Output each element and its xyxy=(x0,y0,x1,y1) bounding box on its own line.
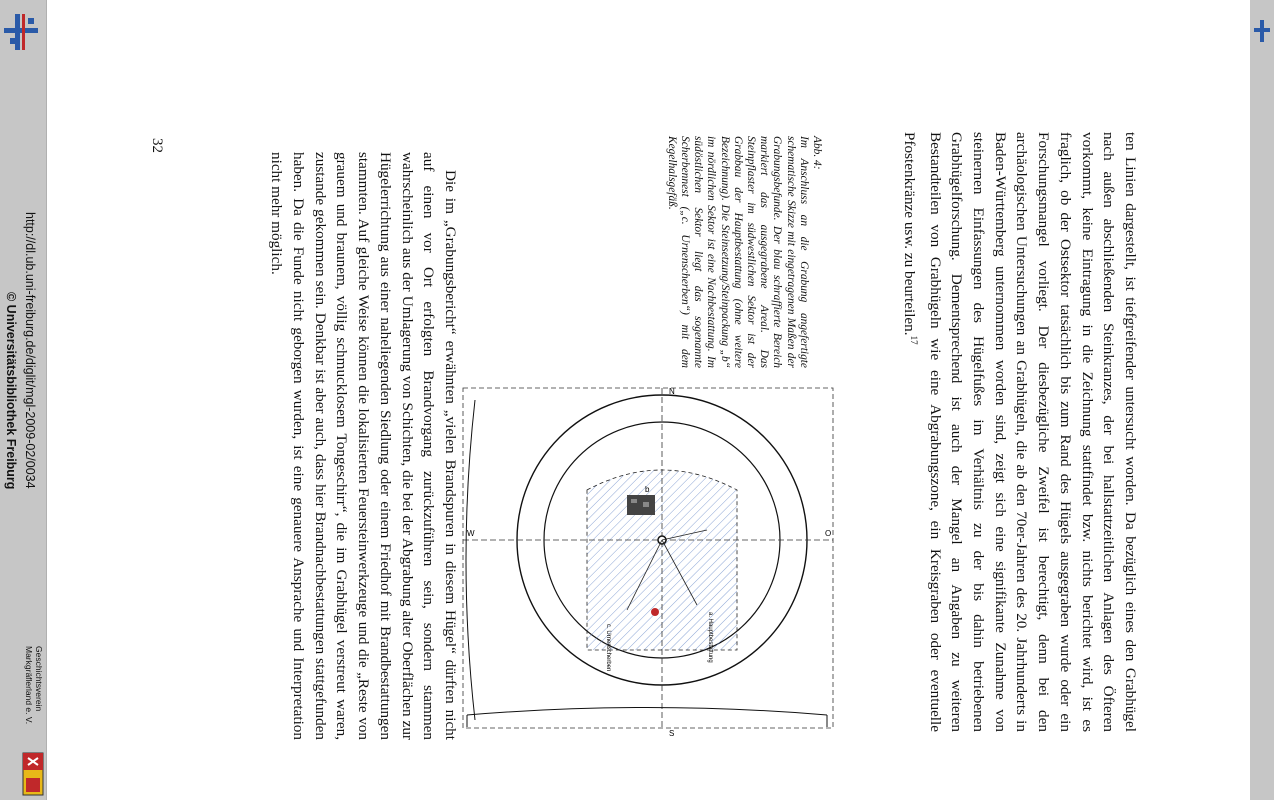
caption-title: Abb. 4: xyxy=(811,136,823,170)
paragraph-1-text: ten Linien dargestellt, ist tiefgreifender untersucht worden. Da bezüglich eines den Grabhügel nach außen abschließenden Steinkranzes, der bei hallstattzeitlichen Anlagen des Öfteren vorkommt, keine Eintragung in die Zeichnung stattfindet bzw. nichts berichtet wird, ist es fraglich, ob der Ostsektor tatsächlich bis zum Rand des Hügels ausgegraben wurde oder ein Forschungsmangel vorliegt. Der diesbezügliche Zweifel ist berechtigt, denn bei den archäologischen Untersuchungen an Grabhügeln, die ab den 70er-Jahren des 20. Jahrhunderts in Baden-Württemberg unternommen worden sind, zeigt sich eine signifikante Zunahme von steinernen Einfassungen des Hügelfußes im Verhältnis zu der bis dahin betriebenen Grabhügelforschung. Dementsprechend ist auch der Mangel an Angaben zu weiteren Bestandteilen von Grabhügeln wie eine Abgrabungszone, ein Kreisgraben oder eventuelle Pfostenkränze usw. zu beurteilen. xyxy=(900,132,1139,732)
university-logo-icon xyxy=(2,12,40,52)
body-paragraph-2 xyxy=(225,152,461,740)
document-page xyxy=(47,0,1250,800)
caption-text: Im Anschluss an die Grabung angefertigte schematische Skizze mit eingetragenen Maßen der Grabungsbefunde. Der blau schraffierte Bereich markiert das ausgegrabene Areal. Das Steinpflaster im südwestlichen Sektor ist der Grabbau der Hauptbestattung (ohne weitere Bezeichnung). Die Steinsetzung/Steinpackung „b“ im nördlichen Sektor ist eine Nachbestattung. Im südöstlichen Sektor liegt das sogenannte Scherbennest („c. Urnenscherben“) mit dem Kegelhalsgefäß. xyxy=(665,136,810,368)
label-west: W xyxy=(467,529,475,538)
left-margin-strip xyxy=(0,0,47,800)
footnote-ref[interactable]: 17 xyxy=(908,335,919,345)
society-crest-icon xyxy=(22,752,44,796)
paragraph-2-text: Die im „Grabungsbericht“ erwähnten „vielen Brandspuren in diesem Hügel“ dürften nicht auf einen vor Ort erfolgten Brandvorgang zurückzuführen sein, sondern stammen wahrscheinlich aus der Umlagerung von Schichten, die bei der Abgrabung alter Oberflächen zur Hügelerrichtung aus einer naheliegenden Siedlung oder einem Friedhof mit Brandbestattungen stammten. Auf gleiche Weise können die lokalisierten Feuersteinwerkzeuge und die „Reste von grauem und braunem, völlig schmucklosem Tongeschirr“, die im Grabhügel verstreut waren, zustande gekommen sein. Denkbar ist aber auch, dass hier Brandnachbestattungen stattgefunden haben. Da die Funde nicht geborgen wurden, ist eine genauere Ansprache und Interpretation nicht mehr möglich. xyxy=(268,152,459,740)
page-number: 32 xyxy=(149,138,165,153)
label-south: S xyxy=(669,729,675,738)
copyright-line: © Universitätsbibliothek Freiburg xyxy=(4,292,18,490)
label-b: b xyxy=(645,485,650,494)
stone-pavement xyxy=(627,495,655,515)
label-north: N xyxy=(669,387,675,396)
right-margin-strip xyxy=(1249,0,1274,800)
side-profile-line xyxy=(466,400,475,720)
profile-line xyxy=(467,708,827,716)
label-east: O xyxy=(825,529,832,538)
page-url[interactable]: http://dl.ub.uni-freiburg.de/diglit/mgl-2009-02/0034 xyxy=(23,212,37,489)
next-page-logo-icon xyxy=(1254,20,1270,42)
label-urnenscherben: c. Urnenscherben xyxy=(605,624,611,672)
figure-caption xyxy=(607,136,823,368)
excavation-sketch xyxy=(447,380,847,740)
urn-find-marker xyxy=(651,608,659,616)
publisher-name: Geschichtsverein xyxy=(34,646,44,712)
publisher-name-line2: Markgräflerland e. V. xyxy=(24,646,34,725)
body-paragraph-1 xyxy=(900,132,1141,732)
label-hauptbestattung: a. Hauptbestattung xyxy=(707,612,713,663)
